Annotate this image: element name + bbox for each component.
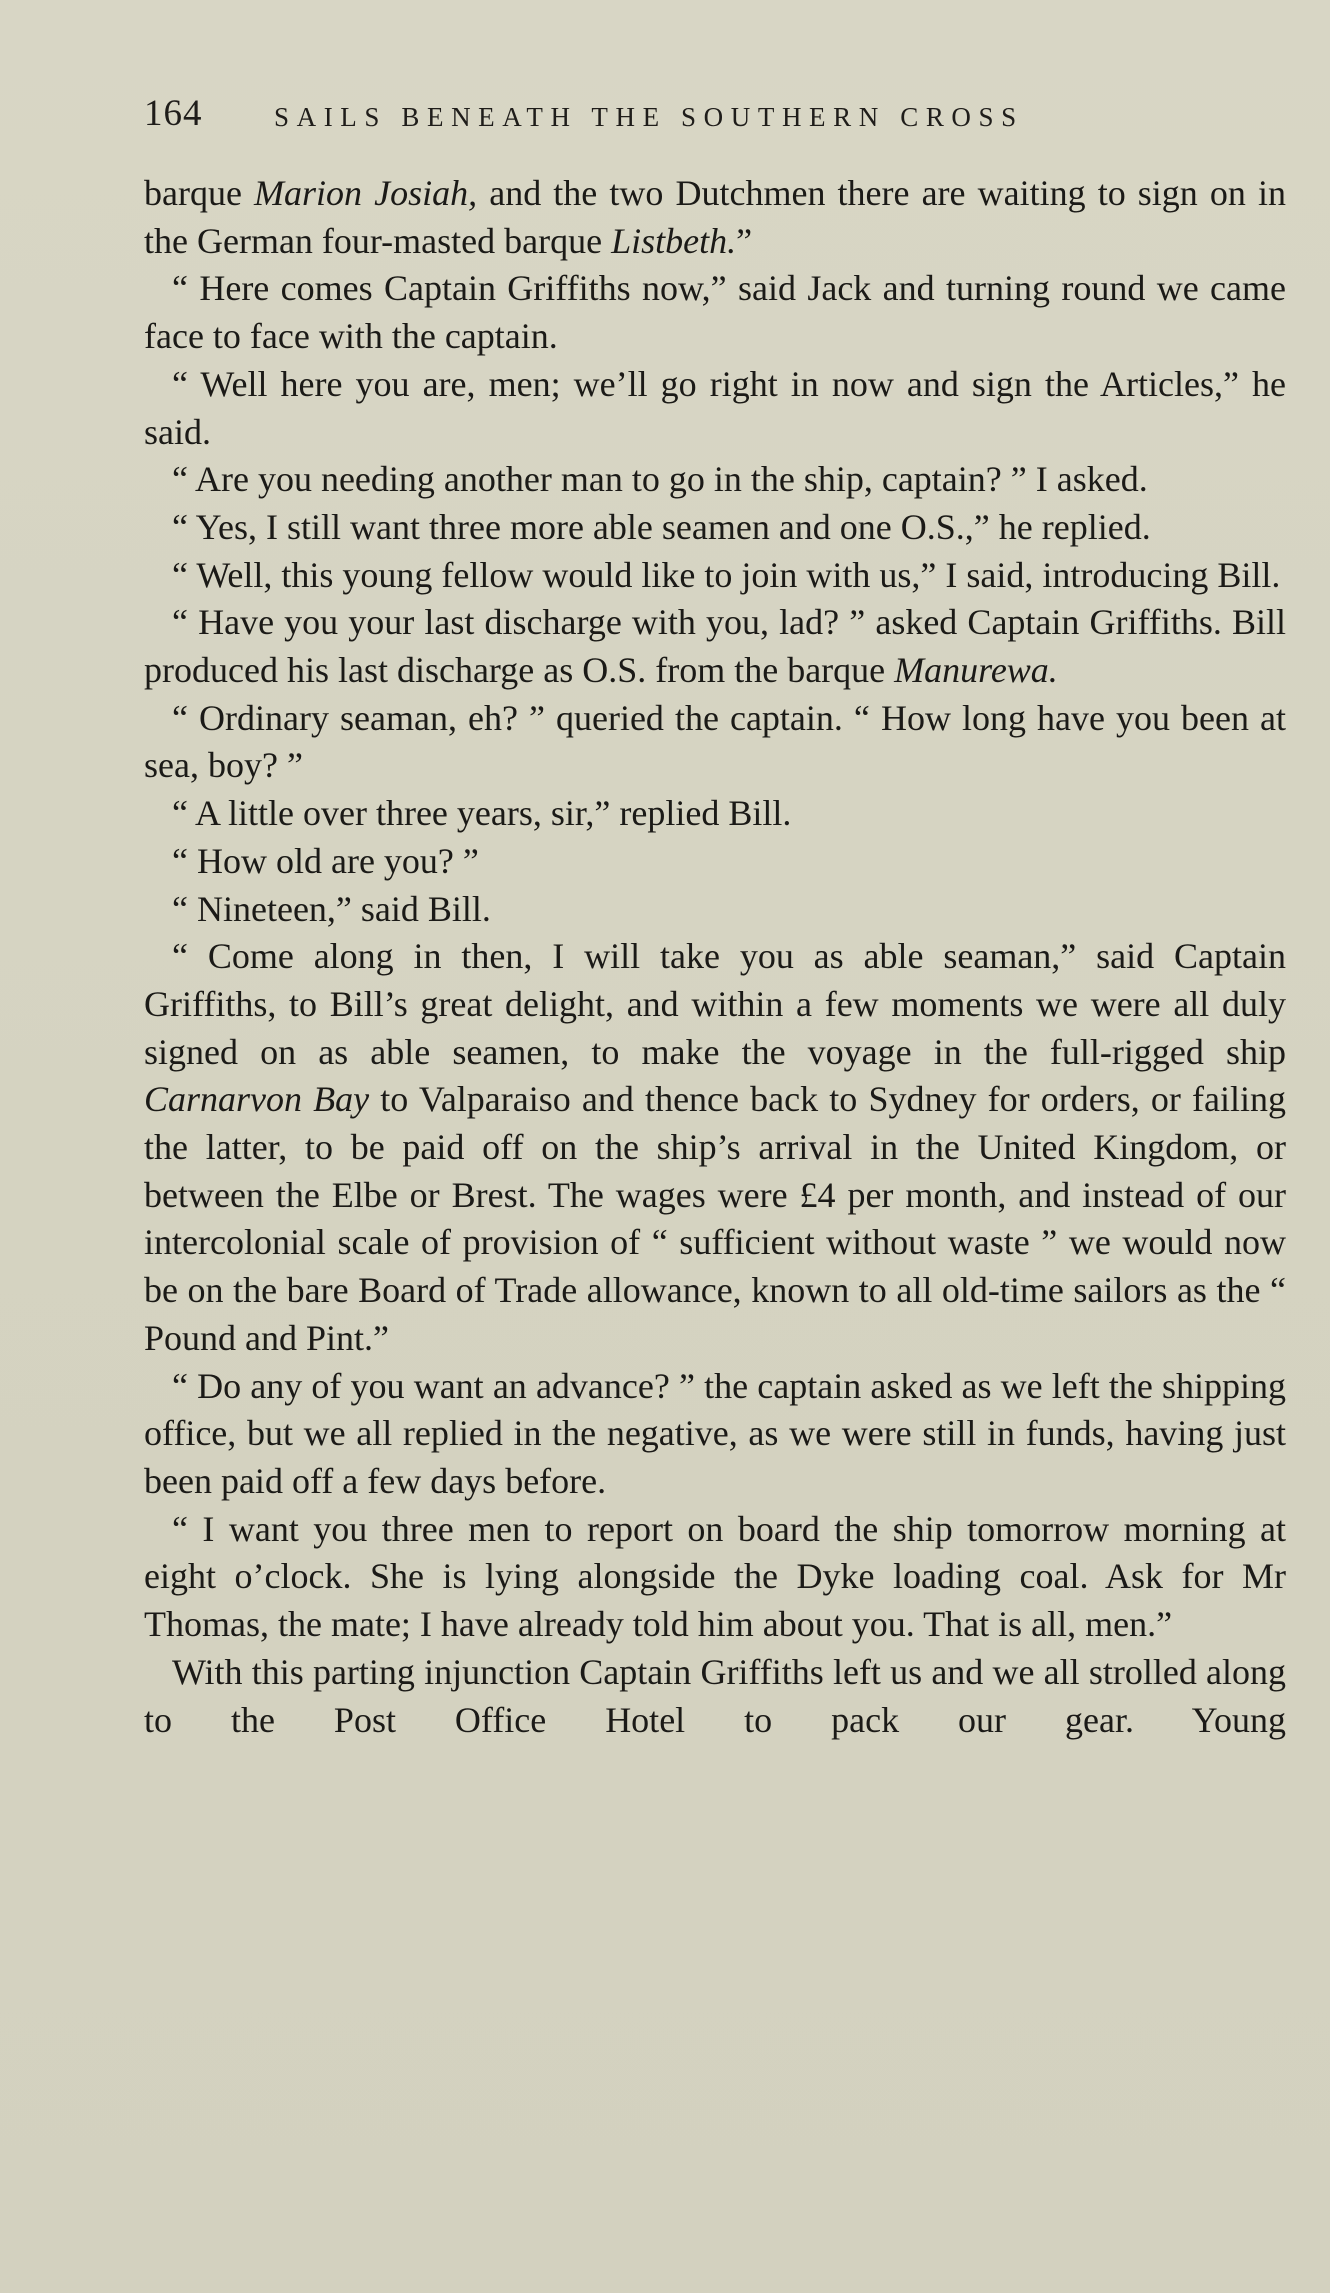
text-segment: to Valparaiso and thence back to Sydney for orders, or failing the latter, to be paid off on the ship’s arrival in the United Kingdom, or between the Elbe or Brest. The wages were £4 per month, and instead of our intercolonial scale of provision of “ sufficient without waste ” we would now be on the bare Board of Trade allowance, known to all old-time sailors as the “ Pound and Pint.”	[144, 1079, 1286, 1358]
text-segment: “ Ordinary seaman, eh? ” queried the captain. “ How long have you been at sea, boy? ”	[144, 697, 1286, 786]
text-segment: barque	[144, 173, 255, 213]
paragraph	[144, 361, 1286, 456]
paragraph	[144, 599, 1286, 694]
paragraph	[144, 933, 1286, 1362]
text-segment: “ Well here you are, men; we’ll go right in now and sign the Articles,” he said.	[144, 363, 1286, 452]
text-segment: With this parting injunction Captain Griffiths left us and we all strolled along to the Post Office Hotel to pack our gear. Young	[144, 1651, 1286, 1740]
paragraph	[144, 1506, 1286, 1649]
text-segment: “ Have you your last discharge with you, lad? ” asked Captain Griffiths. Bill produced his last discharge as O.S. from the barque	[144, 602, 1286, 691]
text-segment: “ How old are you? ”	[172, 840, 479, 881]
paragraph	[144, 886, 1286, 934]
running-head	[144, 92, 1230, 142]
paragraph	[144, 838, 1286, 886]
text-segment: “ I want you three men to report on board the ship tomorrow morning at eight o’clock. She is lying alongside the Dyke loading coal. Ask for Mr Thomas, the mate; I have already told him about you. That is all, men.”	[144, 1508, 1286, 1645]
text-segment: “ Nineteen,” said Bill.	[172, 888, 491, 929]
text-segment: “ Come along in then, I will take you as able seaman,” said Captain Griffiths, to Bill’s great delight, and within a few moments we were all duly signed on as able seamen, to make the voyage in the full-rigged ship	[144, 936, 1286, 1072]
paragraph	[144, 265, 1286, 360]
italic-text: Manurewa.	[894, 650, 1058, 691]
text-segment: “ Are you needing another man to go in the ship, captain? ” I asked.	[172, 459, 1148, 500]
paragraph	[144, 1649, 1286, 1744]
paragraph	[144, 456, 1286, 504]
text-segment: “ Here comes Captain Griffiths now,” said Jack and turning round we came face to face with the captain.	[144, 268, 1286, 357]
italic-text: Marion Josiah,	[254, 173, 478, 213]
text-segment: and the two Dutchmen there are waiting to sign on in the German four-masted barque	[144, 173, 1286, 261]
paragraph	[144, 504, 1286, 552]
text-segment: “ Do any of you want an advance? ” the captain asked as we left the shipping office, but we all replied in the negative, as we were still in funds, having just been paid off a few days before.	[144, 1365, 1286, 1501]
page-number: 164	[144, 93, 203, 134]
italic-text: Listbeth.	[611, 220, 737, 261]
italic-text: Carnarvon Bay	[144, 1079, 370, 1120]
paragraph	[144, 790, 1286, 838]
paragraph	[144, 170, 1286, 265]
text-segment: “ Yes, I still want three more able seamen and one O.S.,” he replied.	[172, 506, 1151, 547]
paragraph	[144, 695, 1286, 790]
paragraph	[144, 552, 1286, 600]
text-segment: “ Well, this young fellow would like to join with us,” I said, introducing Bill.	[172, 554, 1281, 595]
running-title: SAILS BENEATH THE SOUTHERN CROSS	[274, 102, 1024, 132]
text-segment: “ A little over three years, sir,” replied Bill.	[172, 793, 792, 834]
body-text	[144, 170, 1286, 1744]
paragraph	[144, 1363, 1286, 1506]
text-segment: ”	[736, 220, 753, 261]
